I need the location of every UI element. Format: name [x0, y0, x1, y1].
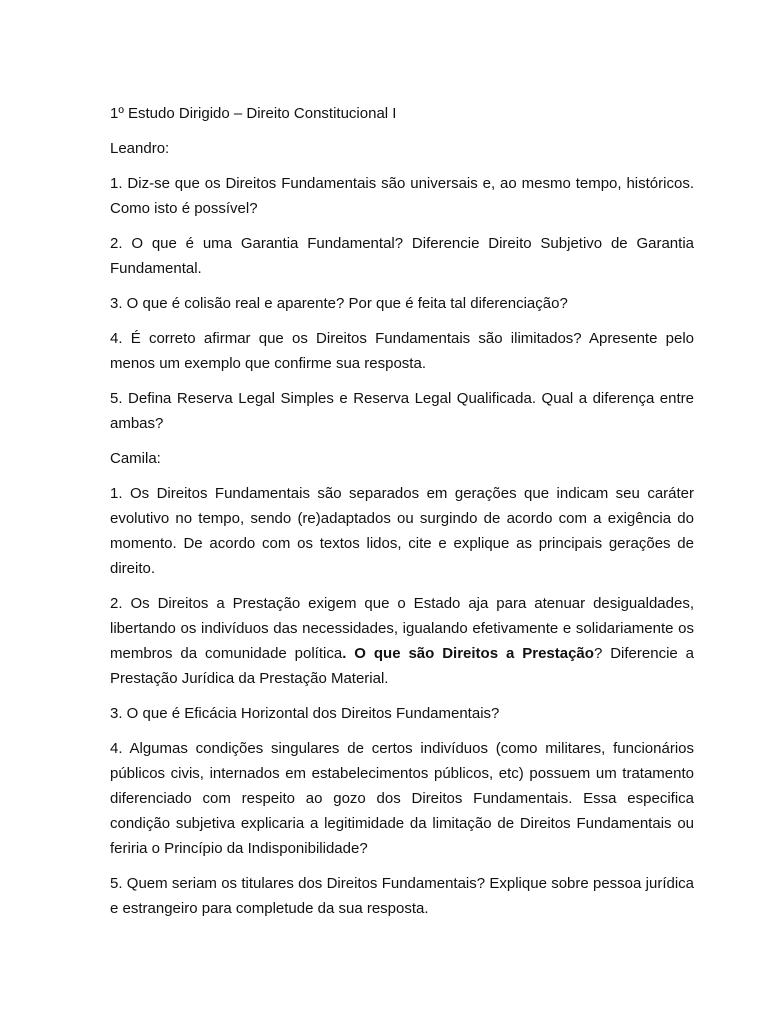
camila-question-2-text: 2. Os Direitos a Prestação exigem que o Estado aja para atenuar desigualdades, libertando os indivíduos das necessidades, igualando efetivamente e solidariamente os membros da comunidade política	[110, 595, 694, 662]
leandro-question-2: 2. O que é uma Garantia Fundamental? Diferencie Direito Subjetivo de Garantia Fundamental.	[110, 235, 694, 277]
section-name-leandro: Leandro:	[110, 140, 170, 157]
document-page	[110, 101, 694, 931]
camila-question-4: 4. Algumas condições singulares de certos indivíduos (como militares, funcionários públicos civis, internados em estabelecimentos públicos, etc) possuem um tratamento diferenciado com respeito ao gozo dos Direitos Fundamentais. Essa especifica condição subjetiva explicaria a legitimidade da limitação de Direitos Fundamentais ou feriria o Princípio da Indisponibilidade?	[110, 740, 694, 857]
camila-question-2-bold: . O que são Direitos a Prestação	[342, 645, 594, 662]
camila-question-5: 5. Quem seriam os titulares dos Direitos Fundamentais? Explique sobre pessoa jurídica e estrangeiro para completude da sua resposta.	[110, 875, 694, 917]
leandro-question-4: 4. É correto afirmar que os Direitos Fundamentais são ilimitados? Apresente pelo menos um exemplo que confirme sua resposta.	[110, 330, 694, 372]
camila-question-2-tail: ? Diferencie a Prestação Jurídica da Prestação Material.	[110, 645, 694, 687]
document-title: 1º Estudo Dirigido – Direito Constitucional I	[110, 105, 397, 122]
leandro-question-1: 1. Diz-se que os Direitos Fundamentais são universais e, ao mesmo tempo, históricos. Como isto é possível?	[110, 175, 694, 217]
leandro-question-5: 5. Defina Reserva Legal Simples e Reserva Legal Qualificada. Qual a diferença entre ambas?	[110, 390, 694, 432]
camila-question-3: 3. O que é Eficácia Horizontal dos Direitos Fundamentais?	[110, 705, 500, 722]
camila-question-2	[110, 591, 694, 691]
section-name-camila: Camila:	[110, 450, 161, 467]
camila-question-1: 1. Os Direitos Fundamentais são separados em gerações que indicam seu caráter evolutivo no tempo, sendo (re)adaptados ou surgindo de acordo com a exigência do momento. De acordo com os textos lidos, cite e explique as principais gerações de direito.	[110, 485, 694, 577]
leandro-question-3: 3. O que é colisão real e aparente? Por que é feita tal diferenciação?	[110, 295, 568, 312]
